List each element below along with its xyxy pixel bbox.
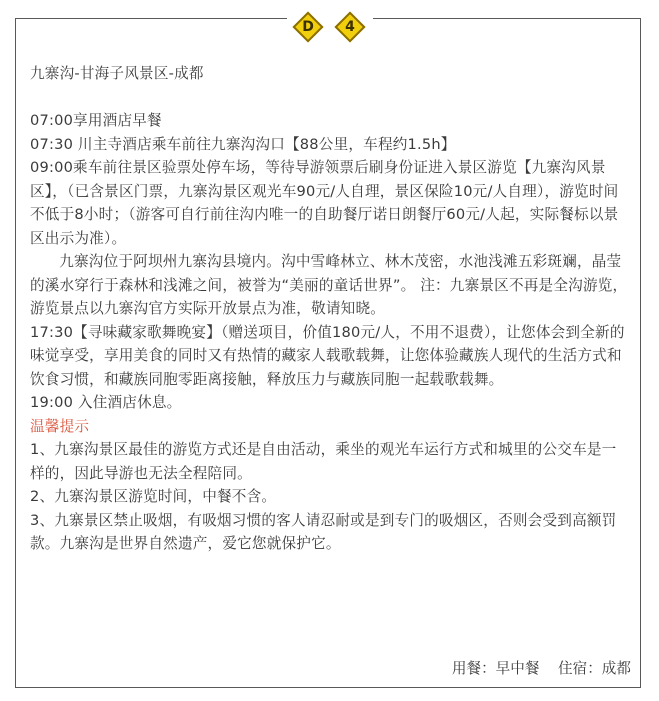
tip-item: 1、九寨沟景区最佳的游览方式还是自由活动，乘坐的观光车运行方式和城里的公交车是一样的，因此导游也无法全程陪同。 [30,441,617,482]
schedule-item: 07:30 川主寺酒店乘车前往九寨沟沟口【88公里，车程约1.5h】 [30,135,456,153]
scenic-description: 九寨沟位于阿坝州九寨沟县境内。沟中雪峰林立、林木茂密，水池浅滩五彩斑斓，晶莹的溪水穿行于森林和浅滩之间，被誉为“美丽的童话世界”。 注：九寨景区不再是全沟游览，游览景点以九寨沟官方实际开放景点为准，敬请知晓。 [30,253,628,317]
tips-heading: 温馨提示 [30,417,90,435]
stay-info: 住宿：成都 [558,660,631,677]
day-letter: D [302,19,314,35]
meal-stay-footer [452,657,631,678]
day-number-badge [333,10,367,44]
day-letter-badge [291,10,325,44]
meals-info: 用餐：早中餐 [451,660,540,677]
route-title: 九寨沟-甘海子风景区-成都 [30,65,204,82]
tip-item: 2、九寨沟景区游览时间，中餐不含。 [30,488,277,505]
schedule-item: 09:00乘车前往景区验票处停车场，等待导游领票后刷身份证进入景区游览【九寨沟风景区】，（已含景区门票，九寨沟景区观光车90元/人自理，景区保险10元/人自理），游览时间不低于8小时；（游客可自行前往沟内唯一的自助餐厅诺日朗餐厅60元/人起，实际餐标以景区出示为准）。 [30,159,619,247]
schedule-item: 17:30【寻味藏家歌舞晚宴】（赠送项目，价值180元/人，不用不退费），让您体会到全新的味觉享受，享用美食的同时又有热情的藏家人载歌载舞，让您体验藏族人现代的生活方式和饮食习惯，和藏族同胞零距离接触，释放压力与藏族同胞一起载歌载舞。 [30,323,625,388]
day-number: 4 [345,19,355,35]
schedule-item: 19:00 入住酒店休息。 [30,394,182,411]
tip-item: 3、九寨景区禁止吸烟，有吸烟习惯的客人请忍耐或是到专门的吸烟区，否则会受到高额罚款。九寨沟是世界自然遗产，爱它您就保护它。 [30,511,617,552]
spacer [30,86,630,110]
itinerary-content [30,62,630,556]
day-badge-group [287,6,373,50]
schedule-item: 07:00享用酒店早餐 [30,112,162,129]
